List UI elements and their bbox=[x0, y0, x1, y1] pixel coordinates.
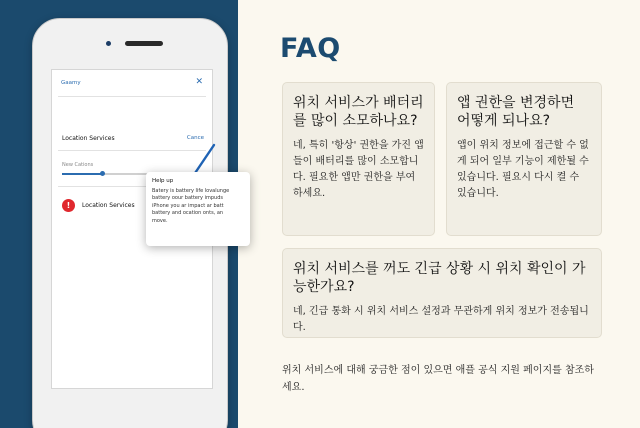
warning-row-title[interactable]: Location Services bbox=[82, 202, 135, 209]
close-icon[interactable]: ✕ bbox=[195, 77, 203, 87]
faq-card-battery bbox=[282, 82, 435, 236]
faq-title: FAQ bbox=[280, 33, 341, 64]
faq-card-permissions bbox=[446, 82, 602, 236]
faq-answer: 네, 특히 '항상' 권한을 가진 앱들이 배터리를 많이 소모합니다. 필요한 앱만 권한을 부여하세요. bbox=[293, 140, 424, 199]
faq-question: 위치 서비스가 배터리를 많이 소모하나요? bbox=[293, 95, 424, 129]
popup-line: Batery is battery life lovalunge bbox=[152, 187, 230, 194]
screen-app-label: Gaamy bbox=[61, 80, 81, 86]
faq-question: 위치 서비스를 꺼도 긴급 상황 시 위치 확인이 가능한가요? bbox=[293, 261, 586, 295]
faq-card-emergency bbox=[282, 248, 602, 338]
divider bbox=[58, 96, 206, 97]
cancel-button[interactable]: Cance bbox=[186, 135, 204, 141]
slider-knob[interactable] bbox=[100, 171, 105, 176]
slider-fill bbox=[62, 173, 102, 175]
faq-question: 앱 권한을 변경하면 어떻게 되나요? bbox=[457, 95, 575, 129]
popup-title: Help up bbox=[152, 178, 174, 184]
footer-note: 위치 서비스에 대해 궁금한 점이 있으면 애플 공식 지원 페이지를 참조하세요. bbox=[282, 365, 594, 393]
warning-icon: ! bbox=[62, 199, 75, 212]
popup-line: battery and ocation onts, an bbox=[152, 210, 224, 217]
help-popup bbox=[146, 172, 250, 246]
faq-answer: 네, 긴급 통화 시 위치 서비스 설정과 무관하게 위치 정보가 전송됩니다. bbox=[293, 306, 589, 333]
new-cations-label: New Cations bbox=[62, 162, 94, 168]
screen-topbar bbox=[52, 70, 212, 96]
speaker-slot bbox=[125, 41, 163, 46]
popup-line: battery oour battery impuds bbox=[152, 195, 223, 202]
popup-line: iPhone you ar impact ar batt bbox=[152, 202, 224, 209]
popup-line: move. bbox=[152, 217, 168, 224]
location-services-title: Location Services bbox=[62, 135, 115, 142]
camera-dot bbox=[106, 41, 111, 46]
faq-answer: 앱이 위치 정보에 접근할 수 없게 되어 일부 기능이 제한될 수 있습니다. 필요시 다시 켤 수 있습니다. bbox=[457, 140, 589, 199]
